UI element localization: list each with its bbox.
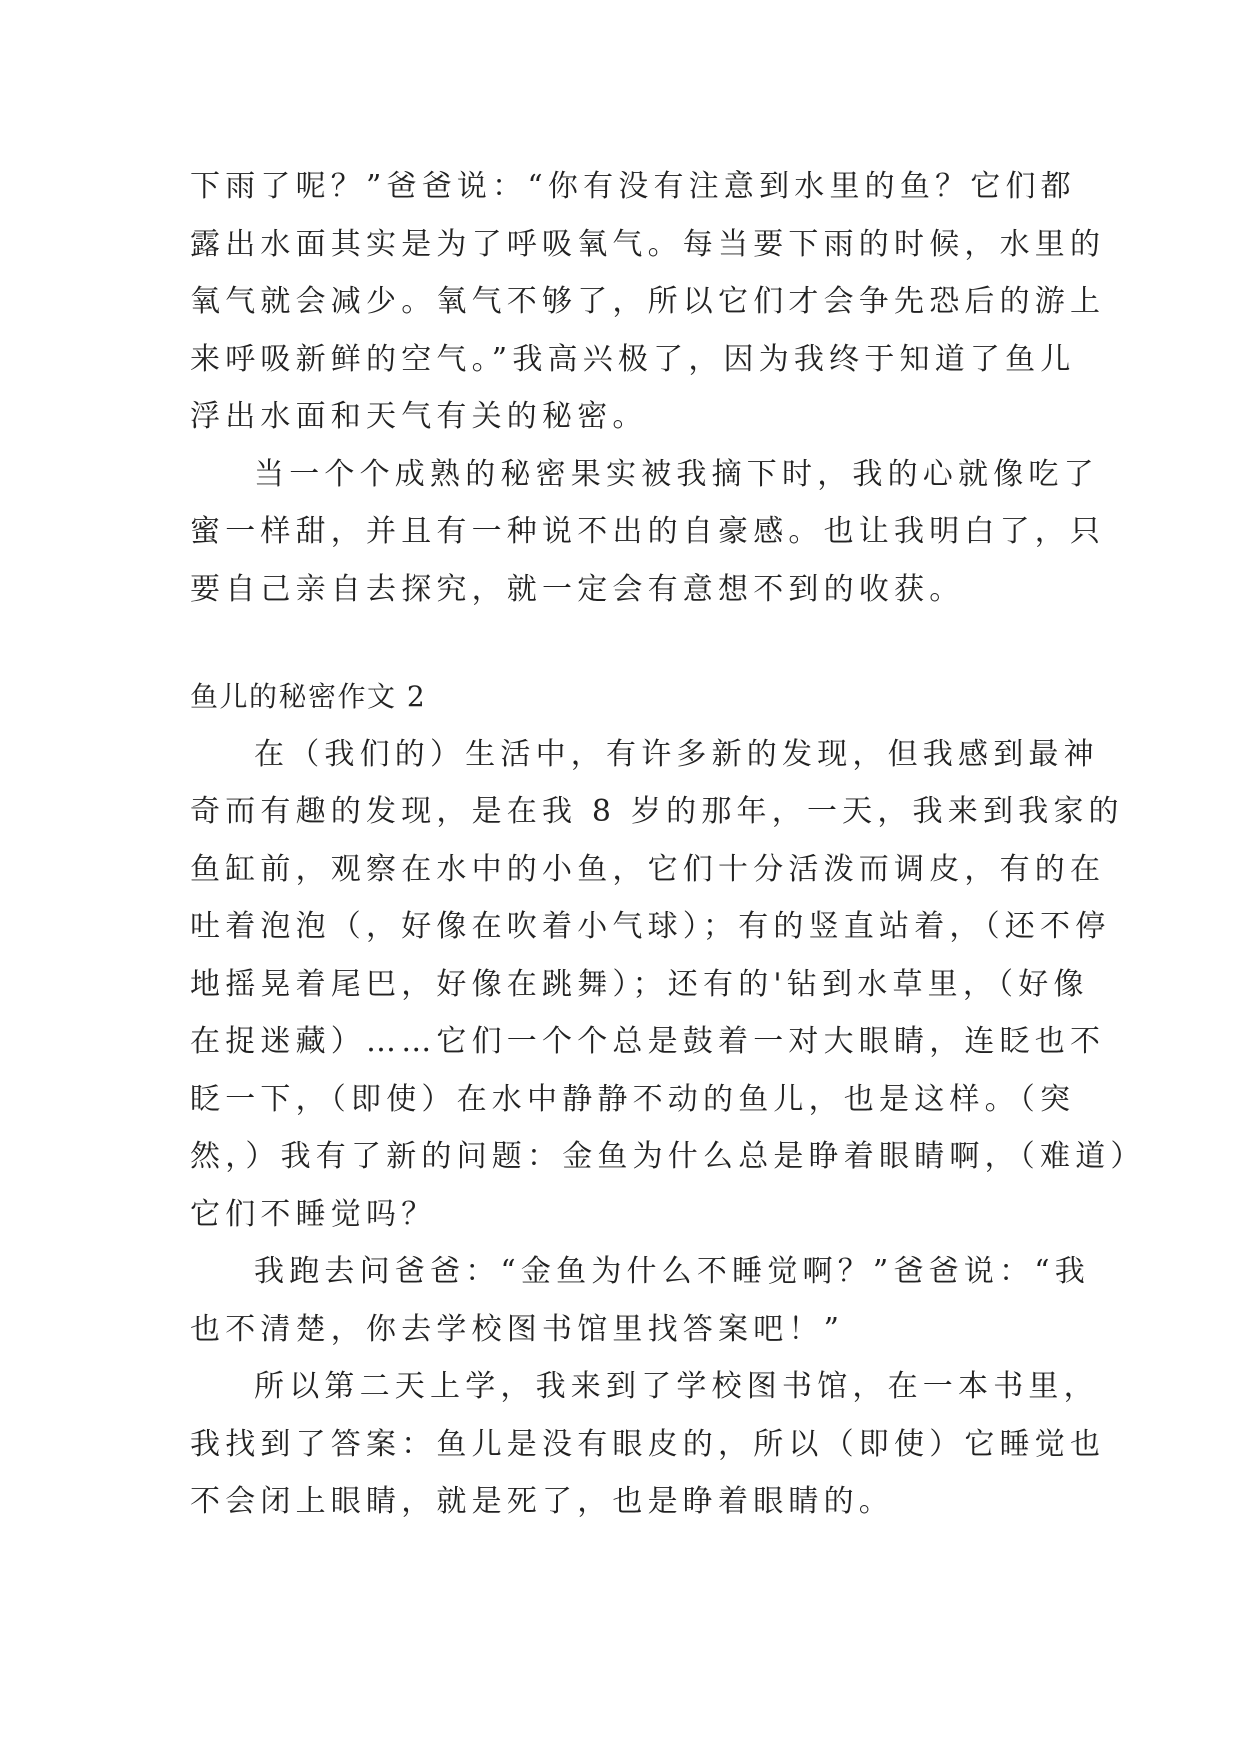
text-line: 然，）我有了新的问题：金鱼为什么总是睁着眼睛啊，（难道）: [190, 1139, 1146, 1174]
text-line: 在捉迷藏）……它们一个个总是鼓着一对大眼睛，连眨也不: [190, 1024, 1106, 1059]
text-line: 不会闭上眼睛，就是死了，也是睁着眼睛的。: [190, 1484, 894, 1519]
text-line: 所以第二天上学，我来到了学校图书馆，在一本书里，: [254, 1369, 1099, 1404]
text-line: 也不清楚，你去学校图书馆里找答案吧！”: [190, 1311, 845, 1347]
text-line: 我找到了答案：鱼儿是没有眼皮的，所以（即使）它睡觉也: [190, 1426, 1106, 1462]
text-line: 当一个个成熟的秘密果实被我摘下时，我的心就像吃了: [254, 456, 1099, 492]
text-line: 鱼缸前，观察在水中的小鱼，它们十分活泼而调皮，有的在: [190, 851, 1106, 887]
text-line: 氧气就会减少。氧气不够了，所以它们才会争先恐后的游上: [190, 284, 1106, 319]
text-line: 在（我们的）生活中，有许多新的发现，但我感到最神: [254, 736, 1099, 772]
text-line: 奇而有趣的发现，是在我 8 岁的那年，一天，我来到我家的: [190, 794, 1124, 829]
text-line: 浮出水面和天气有关的秘密。: [190, 399, 648, 434]
text-line: 地摇晃着尾巴，好像在跳舞）；还有的'钻到水草里，（好像: [190, 966, 1089, 1002]
text-line: 我跑去问爸爸：“金鱼为什么不睡觉啊？”爸爸说：“我: [254, 1254, 1091, 1289]
paragraph: [190, 158, 1106, 446]
text-line: 露出水面其实是为了呼吸氧气。每当要下雨的时候，水里的: [190, 226, 1106, 262]
text-column: [190, 158, 1146, 1531]
section-title: 鱼儿的秘密作文 2: [190, 680, 427, 713]
text-line: 它们不睡觉吗？: [190, 1196, 437, 1232]
text-line: 要自己亲自去探究，就一定会有意想不到的收获。: [190, 571, 965, 607]
paragraph: [190, 1243, 1091, 1358]
text-line: 下雨了呢？”爸爸说：“你有没有注意到水里的鱼？它们都: [190, 169, 1076, 204]
text-line: 来呼吸新鲜的空气。”我高兴极了，因为我终于知道了鱼儿: [190, 341, 1076, 377]
paragraph: [190, 1358, 1106, 1531]
paragraph: [190, 726, 1146, 1244]
text-line: 眨一下，（即使）在水中静静不动的鱼儿，也是这样。（突: [190, 1081, 1076, 1117]
section-gap: [190, 618, 1070, 668]
text-line: 吐着泡泡（，好像在吹着小气球）；有的竖直站着，（还不停: [190, 909, 1111, 944]
paragraph: [190, 446, 1106, 619]
text-line: 蜜一样甜，并且有一种说不出的自豪感。也让我明白了，只: [190, 514, 1106, 549]
